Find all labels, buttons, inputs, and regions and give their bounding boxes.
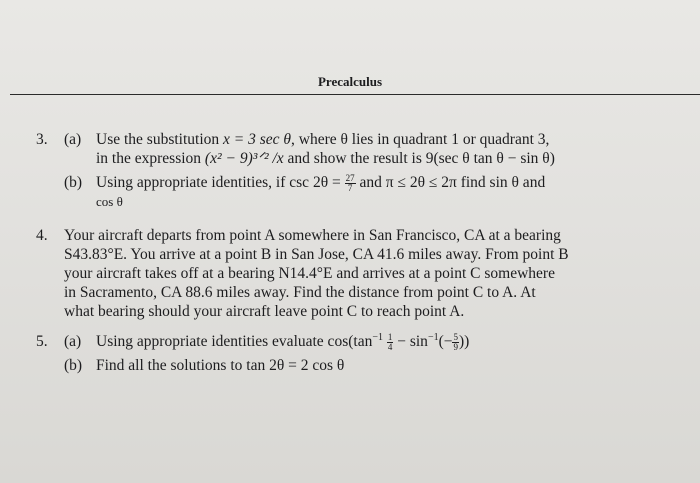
problem-5b-line: Find all the solutions to tan 2θ = 2 cos θ (96, 357, 345, 374)
problem-3b-line-1: Using appropriate identities, if csc 2θ = $\frac{27}{7}$ and π ≤ 2θ ≤ 2π find sin θ and (96, 172, 546, 193)
problem-4-line-5: what bearing should your aircraft leave point C to reach point A. (64, 303, 465, 320)
header-rule (10, 94, 700, 95)
problem-3a-label: (a) (64, 131, 82, 148)
problem-5a-line: Using appropriate identities evaluate $\cos(\tan^{-1}$ $\frac{1}{4}$ − $\sin^{-1}(-$ $\frac{5}{9}$ )) (96, 331, 470, 352)
page-title: Precalculus (317, 74, 383, 89)
problem-3-number: 3. (36, 131, 48, 148)
fraction-5-9: $\frac{5}{9}$ (453, 331, 458, 352)
fraction-1-4: $\frac{1}{4}$ (387, 331, 393, 352)
problem-4-line-4: in Sacramento, CA 88.6 miles away. Find the distance from point C to A. At (64, 284, 536, 301)
problem-4-line-1: Your aircraft departs from point A somewhere in San Francisco, CA at a bearing (64, 227, 561, 244)
problem-5b-label: (b) (64, 357, 83, 374)
problem-5-number: 5. (36, 333, 48, 350)
problem-3b-line-2: cos θ (96, 194, 123, 209)
problem-3b-label: (b) (64, 174, 83, 191)
problem-3a-line-1: Use the substitution x = 3 sec θ, where θ lies in quadrant 1 or quadrant 3, (96, 131, 550, 148)
problem-5a-label: (a) (64, 333, 82, 350)
problem-4-line-3: your aircraft takes off at a bearing N14.4°E and arrives at a point C somewhere (64, 265, 555, 282)
problem-4-number: 4. (36, 227, 48, 244)
problem-3a-line-2: in the expression (x² − 9)³ᐟ² /x and show the result is 9(sec θ tan θ − sin θ) (96, 150, 555, 167)
fraction-27-7: $\frac{27}{7}$ (345, 172, 355, 193)
problem-4-line-2: S43.83°E. You arrive at a point B in San Jose, CA 41.6 miles away. From point B (64, 246, 569, 263)
